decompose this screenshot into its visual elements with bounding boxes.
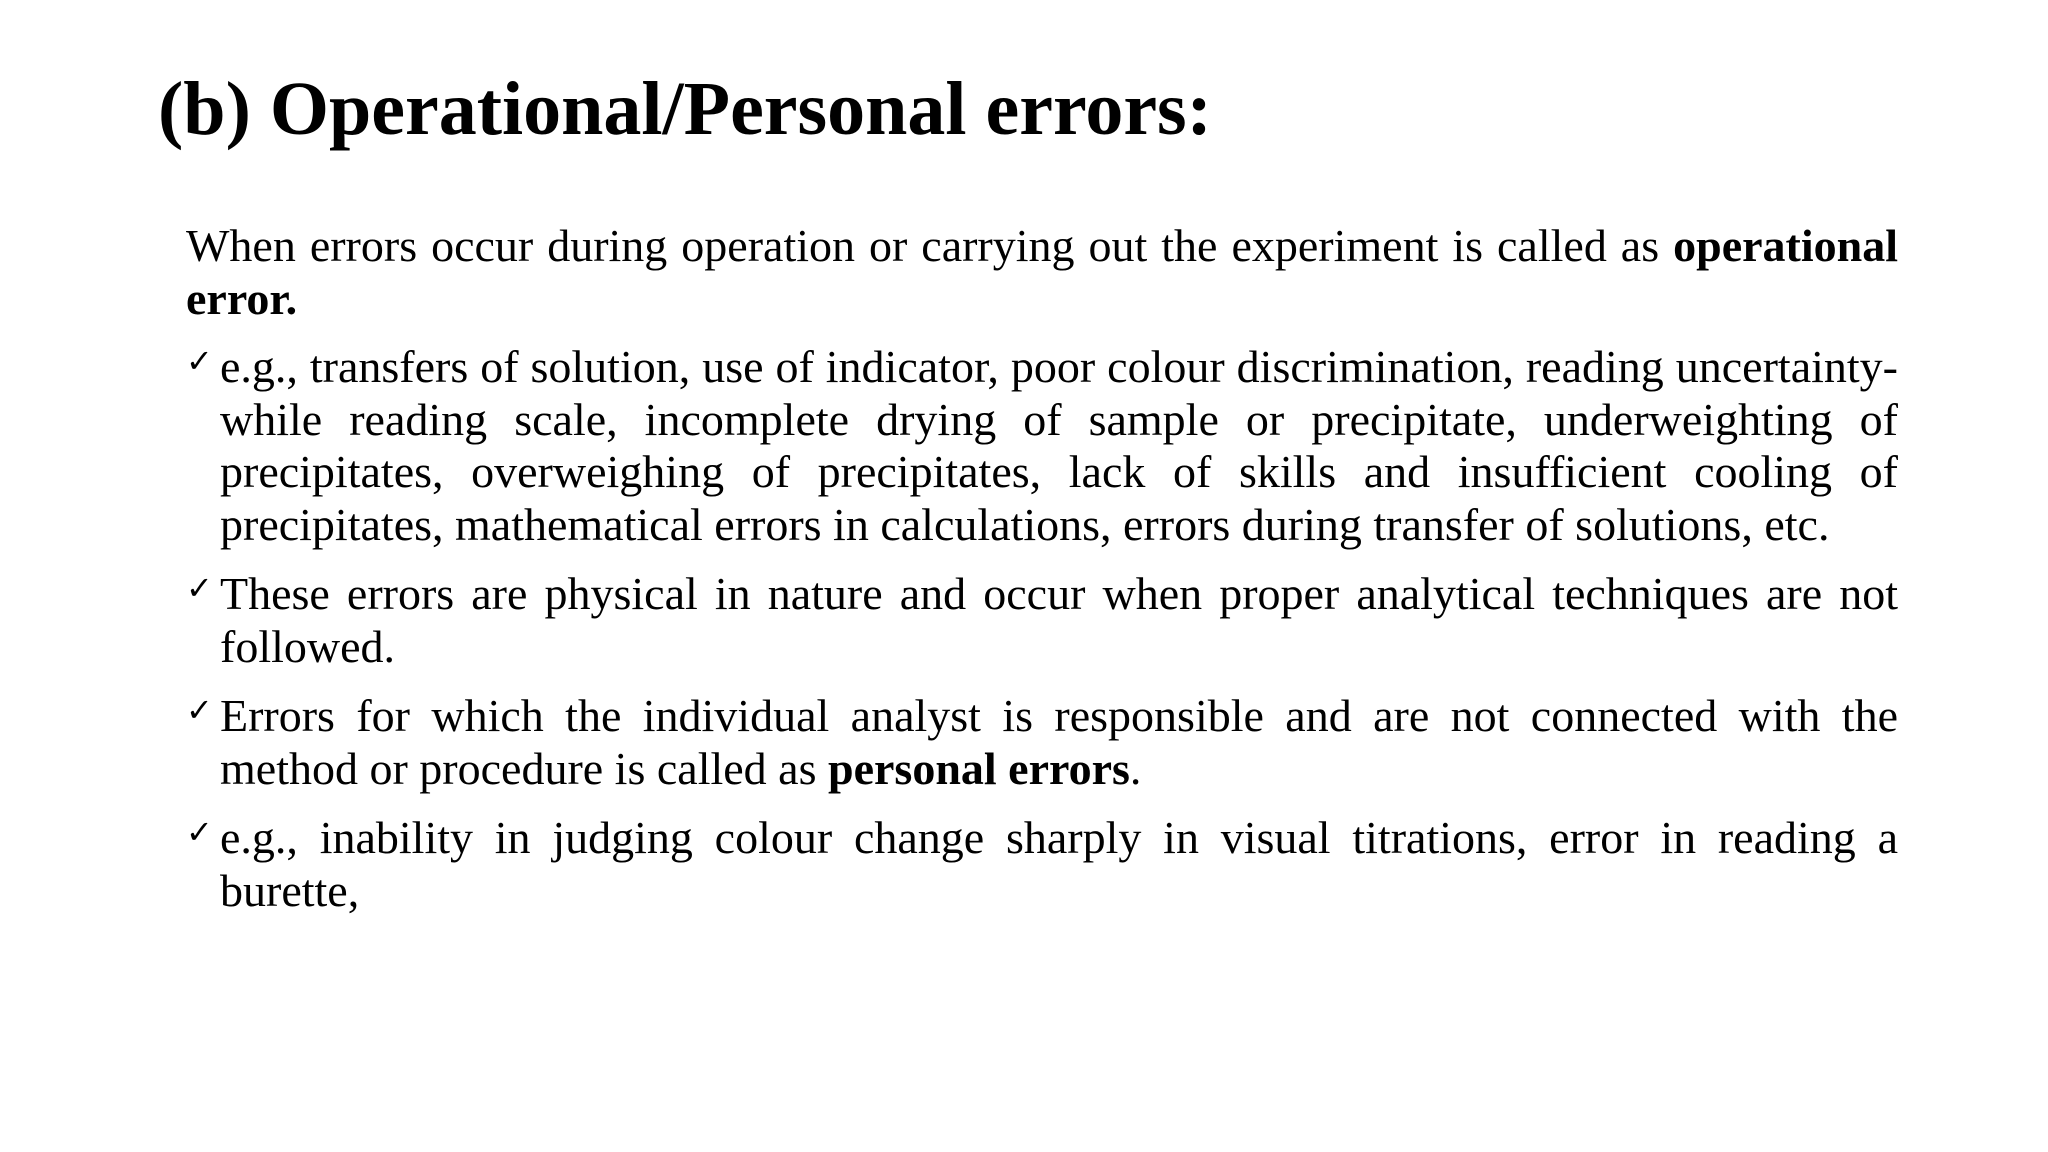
- intro-text: When errors occur during operation or carrying out the experiment is called as: [186, 220, 1674, 271]
- checkmark-icon: ✓: [186, 813, 213, 851]
- bullet-text: These errors are physical in nature and occur when proper analytical techniques are not followed.: [220, 568, 1898, 672]
- intro-paragraph: [186, 220, 1898, 325]
- bullet-item-operational-examples: [186, 341, 1898, 551]
- personal-errors-term: personal errors: [828, 742, 1130, 794]
- slide-title: (b) Operational/Personal errors:: [158, 67, 1212, 151]
- bullet-item-physical-nature: [186, 568, 1898, 673]
- slide-content: [186, 220, 1898, 934]
- bullet-text-end: .: [1129, 742, 1142, 794]
- bullet-text: Errors for which the individual analyst is responsible and are not connected with the method or procedure is called as: [220, 690, 1898, 794]
- checkmark-icon: ✓: [186, 569, 213, 607]
- bullet-item-personal-errors-definition: [186, 690, 1898, 795]
- bullet-text: e.g., transfers of solution, use of indicator, poor colour discrimination, reading uncertainty-while reading scale, incomplete drying of sample or precipitate, underweighting of precipitates, overweighing of precipitates, lack of skills and insufficient cooling of precipitates, mathematical errors in calculations, errors during transfer of solutions, etc.: [220, 341, 1898, 550]
- operational-error-term: operational error.: [186, 220, 1898, 324]
- bullet-list: [186, 341, 1898, 917]
- checkmark-icon: ✓: [186, 342, 213, 380]
- bullet-item-personal-examples: [186, 812, 1898, 917]
- bullet-text: e.g., inability in judging colour change sharply in visual titrations, error in reading a burette,: [220, 812, 1898, 916]
- checkmark-icon: ✓: [186, 691, 213, 729]
